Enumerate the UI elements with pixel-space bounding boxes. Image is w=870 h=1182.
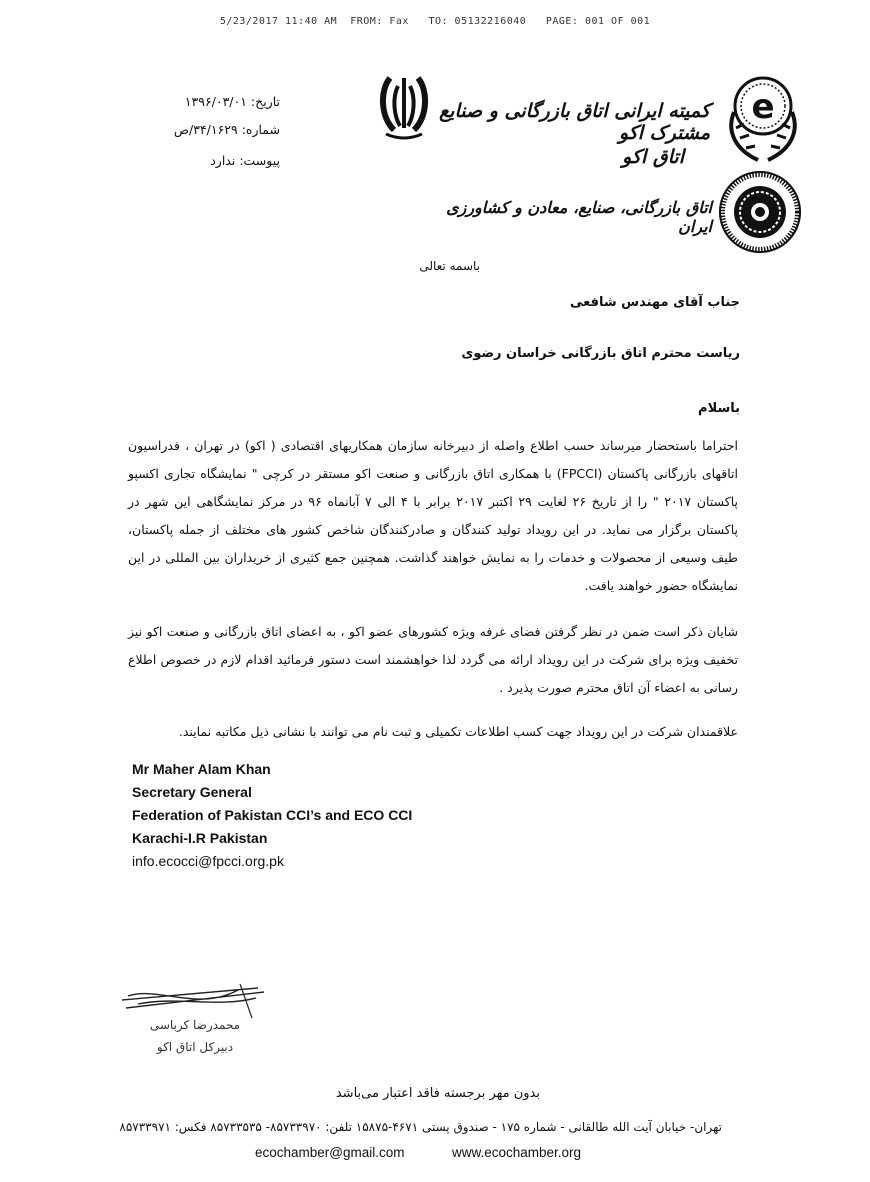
eco-logo-icon [722, 72, 804, 168]
signatory-role: دبیرکل اتاق اکو [156, 1040, 234, 1054]
footer-website: www.ecochamber.org [452, 1145, 582, 1160]
svg-text:e: e [751, 87, 775, 127]
stamp-validity-note: بدون مهر برجسته فاقد اعتبار می‌باشد [335, 1086, 540, 1101]
signature-mark-icon [118, 978, 268, 1022]
letter-date: تاریخ: ۱۳۹۶/۰۳/۰۱ [184, 94, 280, 109]
invocation: باسمه تعالی [419, 259, 480, 273]
contact-position: Secretary General [132, 784, 252, 800]
chamber-seal-icon [718, 170, 802, 254]
footer-email: ecochamber@gmail.com [255, 1145, 405, 1160]
greeting: باسلام [698, 401, 740, 416]
letter-number: شماره: ۳۴/۱۶۲۹/ص [173, 122, 280, 137]
body-paragraph-2: شایان ذکر است ضمن در نظر گرفتن فضای غرفه ویژه کشورهای عضو اکو ، به اعضای اتاق بازرگانی و صنعت اکو نیز تخفیف ویژه برای شرکت در این رویداد ارائه می گردد لذا خواهشمند است دستور فرمائید اقدام لازم در خصوص اطلاع رسانی به اعضاء آن اتاق محترم صورت پذیرد . [128, 624, 738, 695]
letterhead-line-1: کمیته ایرانی اتاق بازرگانی و صنایع مشترک اکو [439, 100, 710, 144]
iran-emblem-icon [376, 72, 432, 142]
contact-organization: Federation of Pakistan CCI’s and ECO CCI [132, 807, 413, 823]
letterhead-line-3: اتاق بازرگانی، صنایع، معادن و کشاورزی ایران [446, 198, 712, 236]
body-paragraph-3: علاقمندان شرکت در این رویداد جهت کسب اطلاعات تکمیلی و ثبت نام می توانند با نشانی ذیل مکاتبه نمایند. [178, 724, 738, 739]
contact-email: info.ecocci@fpcci.org.pk [132, 853, 284, 869]
signatory-name: محمدرضا کرباسی [149, 1018, 241, 1032]
recipient-name: جناب آقای مهندس شافعی [569, 295, 740, 310]
fax-transmission-header: 5/23/2017 11:40 AM FROM: Fax TO: 05132216040 PAGE: 001 OF 001 [219, 16, 651, 27]
letter-attachment: پیوست: ندارد [210, 153, 280, 168]
recipient-title: ریاست محترم اتاق بازرگانی خراسان رضوی [461, 346, 740, 361]
footer-address: تهران- خیابان آیت الله طالقانی - شماره ۱۷۵ - صندوق پستی ۴۶۷۱-۱۵۸۷۵ تلفن: ۸۵۷۳۳۹۷۰- ۸۵۷۳۳۵۳۵ فکس: ۸۵۷۳۳۹۷۱ [119, 1120, 722, 1134]
body-paragraph-1: احتراما باستحضار میرساند حسب اطلاع واصله از دبیرخانه سازمان همکاریهای اقتصادی ( اکو) در تهران ، فدراسیون اتاقهای بازرگانی پاکستان (FPCCI) با همکاری اتاق بازرگانی و صنعت اکو مستقر در کرچی " نمایشگاه تجاری اکسپو پاکستان ۲۰۱۷ " را از تاریخ ۲۶ لغایت ۲۹ اکتبر ۲۰۱۷ برابر با ۴ الی ۷ آبانماه ۹۶ در مرکز نمایشگاهی این شهر در پاکستان برگزار می نماید. در این رویداد تولید کنندگان و صادرکنندگان شاخص کشور های مختلف از جمله پاکستان، طیف وسیعی از محصولات و خدمات را به نمایش خواهند گذاشت. همچنین جمع کثیری از خریداران بین المللی در این نمایشگاه حضور خواهند یافت. [128, 438, 738, 593]
contact-city: Karachi-I.R Pakistan [132, 830, 268, 846]
contact-name: Mr Maher Alam Khan [132, 761, 271, 777]
letterhead-line-2: اتاق اکو [622, 146, 684, 168]
